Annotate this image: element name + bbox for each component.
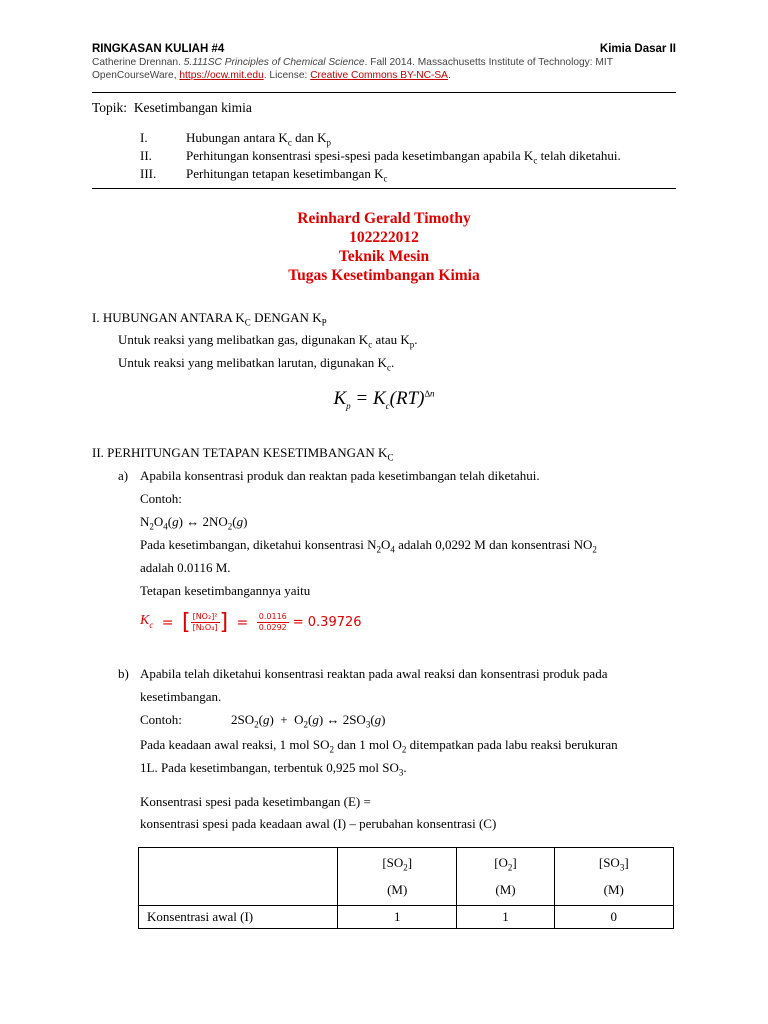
- table-header-cell: $[SO_3]$ (M): [554, 848, 673, 906]
- item-a-text: Apabila konsentrasi produk dan reaktan pada kesetimbangan telah diketahui.: [140, 468, 540, 483]
- credit-line: [92, 56, 682, 82]
- section1-heading: I. HUBUNGAN ANTARA $K_C$ DENGAN $K_P$: [92, 310, 327, 328]
- topic-item-text: Perhitungan tetapan kesetimbangan $K_c$: [186, 166, 388, 184]
- section2-heading: II. PERHITUNGAN TETAPAN KESETIMBANGAN $K_C$: [92, 445, 394, 463]
- item-b-text2: kesetimbangan.: [140, 689, 222, 704]
- table-row: [139, 905, 674, 928]
- item-b-reaction: $2SO_2(g) + O_2(g)$ ↔ $2SO_3(g)$: [231, 712, 386, 730]
- subject-header: Kimia Dasar II: [599, 43, 676, 55]
- item-a-line2: adalah 0.0116 M.: [140, 560, 231, 575]
- item-a-reaction: $N_2O_4(g)$ ↔ $2NO_2(g)$: [140, 514, 248, 532]
- topic-title: Kesetimbangan kimia: [133, 100, 252, 115]
- credit-license-label: . License:: [263, 70, 311, 81]
- item-a-line3: Tetapan kesetimbangannya yaitu: [140, 583, 311, 598]
- assignment-title: Tugas Kesetimbangan Kimia: [288, 267, 480, 284]
- credit-author: Catherine Drennan.: [92, 57, 184, 68]
- item-a-label: a): [118, 468, 129, 483]
- item-b-label: b): [118, 666, 129, 681]
- topic-item-num: III.: [140, 166, 157, 181]
- table-header-cell: $[O_2]$ (M): [457, 848, 554, 906]
- author-name: Reinhard Gerald Timothy: [297, 210, 471, 227]
- table-cell: Konsentrasi awal (I): [139, 905, 338, 928]
- table-header-cell: [139, 848, 338, 906]
- kc-numeric-fraction: $\frac{0.0116}{0.0292}$: [258, 612, 287, 633]
- table-cell: 0: [554, 905, 673, 928]
- kc-symbolic-fraction: $\frac{\text{[NO₂]²}}{\text{[N₂O₄]}}$: [192, 612, 218, 633]
- credit-end: .: [447, 70, 451, 81]
- table-cell: 1: [338, 905, 457, 928]
- kc-result: = 0.39726: [292, 614, 362, 630]
- kc-equation: $K_c$ = [ $\frac{\text{[NO₂]²}}{\text{[N₂O₄]}}$ ] = $\frac{0.0116}{0.0292}$ = 0.39726: [140, 609, 362, 635]
- item-b-line3: Konsentrasi spesi pada kesetimbangan (E) =: [140, 794, 371, 809]
- student-id: 102222012: [349, 229, 419, 246]
- item-b-text1: Apabila telah diketahui konsentrasi reaktan pada awal reaksi dan konsentrasi produk pada: [140, 666, 608, 681]
- table-header-cell: $[SO_2]$ (M): [338, 848, 457, 906]
- item-b-line4: konsentrasi spesi pada keadaan awal (I) – perubahan konsentrasi (C): [140, 816, 497, 831]
- table-header-row: [139, 848, 674, 906]
- concentration-table: [138, 847, 674, 929]
- item-a-line1: Pada kesetimbangan, diketahui konsentrasi $N_2O_4$ adalah 0,0292 M dan konsentrasi $NO_2$: [140, 537, 597, 555]
- topic-item-num: II.: [140, 148, 152, 163]
- section1-line2: Untuk reaksi yang melibatkan larutan, digunakan $K_c$.: [118, 355, 395, 373]
- item-b-example: Contoh:: [140, 712, 182, 727]
- course-header: RINGKASAN KULIAH #4: [92, 43, 225, 55]
- ocw-link[interactable]: https://ocw.mit.edu: [179, 70, 264, 81]
- table-cell: 1: [457, 905, 554, 928]
- topic-item-text: Hubungan antara $K_c$ dan $K_p$: [186, 130, 331, 148]
- topic-divider: [92, 188, 676, 189]
- topic-line: [92, 100, 252, 116]
- header-divider: [92, 92, 676, 93]
- item-a-example: Contoh:: [140, 491, 182, 506]
- topic-label: Topik:: [92, 100, 128, 115]
- kc-symbol: $K_c$: [140, 613, 154, 630]
- section1-line1: Untuk reaksi yang melibatkan gas, digunakan $K_c$ atau $K_p$.: [118, 332, 418, 350]
- item-b-line1: Pada keadaan awal reaksi, 1 mol $SO_2$ dan 1 mol $O_2$ ditempatkan pada labu reaksi berukuran: [140, 737, 618, 755]
- kp-kc-formula: $K_p = K_c(RT)^{\Delta n}$: [333, 388, 435, 411]
- student-major: Teknik Mesin: [338, 248, 430, 265]
- credit-mid: . Fall 2014. Massachusetts Institute of Technology: MIT OpenCourseWare,: [92, 57, 613, 81]
- item-b-line2: 1L. Pada kesetimbangan, terbentuk 0,925 mol $SO_3$.: [140, 760, 407, 778]
- topic-item-text: Perhitungan konsentrasi spesi-spesi pada kesetimbangan apabila $K_c$ telah diketahui.: [186, 148, 621, 166]
- topic-item-num: I.: [140, 130, 148, 145]
- license-link[interactable]: Creative Commons BY-NC-SA: [310, 70, 448, 81]
- credit-course: 5.111SC Principles of Chemical Science: [183, 57, 365, 68]
